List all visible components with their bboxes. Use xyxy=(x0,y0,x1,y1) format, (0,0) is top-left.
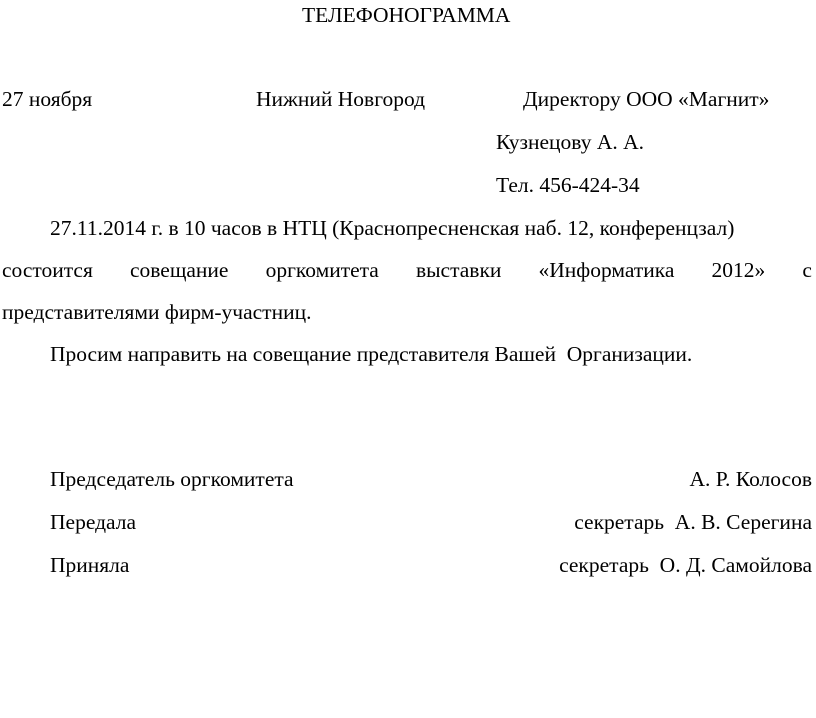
word: оргкомитета xyxy=(265,258,379,282)
word: «Информатика xyxy=(538,258,675,282)
recipient-name: Кузнецову А. А. xyxy=(496,130,644,154)
paragraph-1-line-2 xyxy=(2,260,812,282)
chairman-name: А. Р. Колосов xyxy=(689,467,812,491)
city-text: Нижний Новгород xyxy=(256,87,426,111)
received-name: секретарь О. Д. Самойлова xyxy=(559,553,812,577)
recipient-position: Директору ООО «Магнит» xyxy=(523,87,770,111)
paragraph-2: Просим направить на совещание представителя Вашей Организации. xyxy=(50,342,693,366)
word: 2012» xyxy=(711,258,766,282)
sent-name: секретарь А. В. Серегина xyxy=(574,510,812,534)
paragraph-1-line-3: представителями фирм-участниц. xyxy=(2,300,312,324)
chairman-label: Председатель оргкомитета xyxy=(50,467,294,491)
paragraph-1-line-1: 27.11.2014 г. в 10 часов в НТЦ (Краснопресненская наб. 12, конференцзал) xyxy=(50,216,735,240)
date-text: 27 ноября xyxy=(2,87,93,111)
word: состоится xyxy=(2,258,93,282)
document-title: ТЕЛЕФОНОГРАММА xyxy=(302,3,511,27)
word: выставки xyxy=(415,258,502,282)
received-label: Приняла xyxy=(50,553,130,577)
sent-label: Передала xyxy=(50,510,137,534)
word: совещание xyxy=(129,258,229,282)
word: с xyxy=(802,258,812,282)
recipient-phone: Тел. 456-424-34 xyxy=(496,173,640,197)
